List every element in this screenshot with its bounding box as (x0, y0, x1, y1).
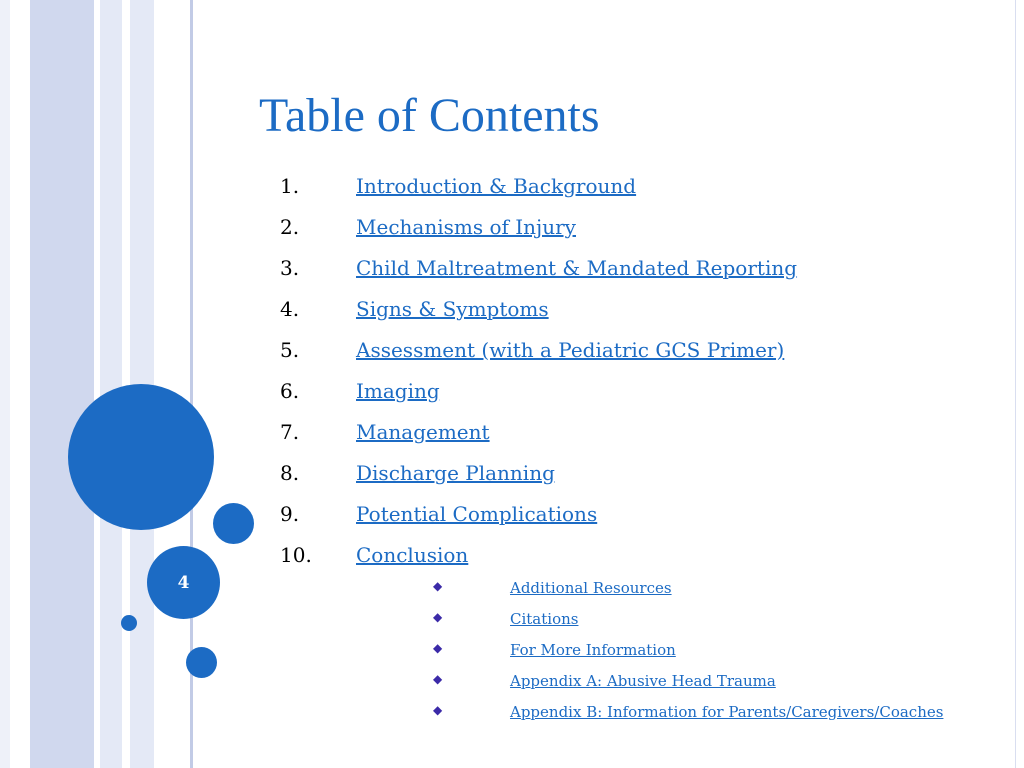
toc-link-signs[interactable]: Signs & Symptoms (356, 297, 549, 321)
toc-link-introduction[interactable]: Introduction & Background (356, 174, 637, 198)
toc-link-mechanisms[interactable]: Mechanisms of Injury (356, 215, 576, 239)
toc-number: 4. (280, 297, 300, 321)
toc-number: 6. (280, 379, 300, 403)
decor-line (1015, 0, 1016, 768)
toc-link-management[interactable]: Management (356, 420, 490, 444)
decor-stripe (10, 0, 30, 768)
decor-stripe (154, 0, 190, 768)
toc-number: 2. (280, 215, 300, 239)
toc-link-appendix-a[interactable]: Appendix A: Abusive Head Trauma (510, 672, 776, 690)
decor-circle-medium (213, 503, 254, 544)
toc-link-complications[interactable]: Potential Complications (356, 502, 598, 526)
decor-stripe (0, 0, 10, 768)
diamond-bullet-icon: ◆ (433, 579, 443, 593)
toc-link-discharge[interactable]: Discharge Planning (356, 461, 555, 485)
toc-number: 1. (280, 174, 300, 198)
toc-number: 8. (280, 461, 300, 485)
page-title: Table of Contents (259, 89, 600, 142)
diamond-bullet-icon: ◆ (433, 703, 443, 717)
toc-link-more-information[interactable]: For More Information (510, 641, 676, 659)
decor-circle-lower (186, 647, 217, 678)
toc-number: 9. (280, 502, 300, 526)
toc-link-assessment[interactable]: Assessment (with a Pediatric GCS Primer) (356, 338, 785, 362)
decor-stripe (30, 0, 94, 768)
toc-number: 7. (280, 420, 300, 444)
decor-circle-large (68, 384, 214, 530)
diamond-bullet-icon: ◆ (433, 641, 443, 655)
diamond-bullet-icon: ◆ (433, 610, 443, 624)
page-number: 4 (177, 572, 190, 593)
decor-stripe (100, 0, 122, 768)
toc-link-maltreatment[interactable]: Child Maltreatment & Mandated Reporting (356, 256, 798, 280)
toc-number: 10. (280, 543, 312, 567)
toc-link-imaging[interactable]: Imaging (356, 379, 440, 403)
toc-link-citations[interactable]: Citations (510, 610, 579, 628)
toc-link-conclusion[interactable]: Conclusion (356, 543, 469, 567)
toc-link-additional-resources[interactable]: Additional Resources (510, 579, 672, 597)
toc-link-appendix-b[interactable]: Appendix B: Information for Parents/Caregivers/Coaches (510, 703, 944, 721)
diamond-bullet-icon: ◆ (433, 672, 443, 686)
decor-circle-small (121, 615, 137, 631)
toc-number: 5. (280, 338, 300, 362)
page-number-badge (147, 546, 220, 619)
toc-number: 3. (280, 256, 300, 280)
